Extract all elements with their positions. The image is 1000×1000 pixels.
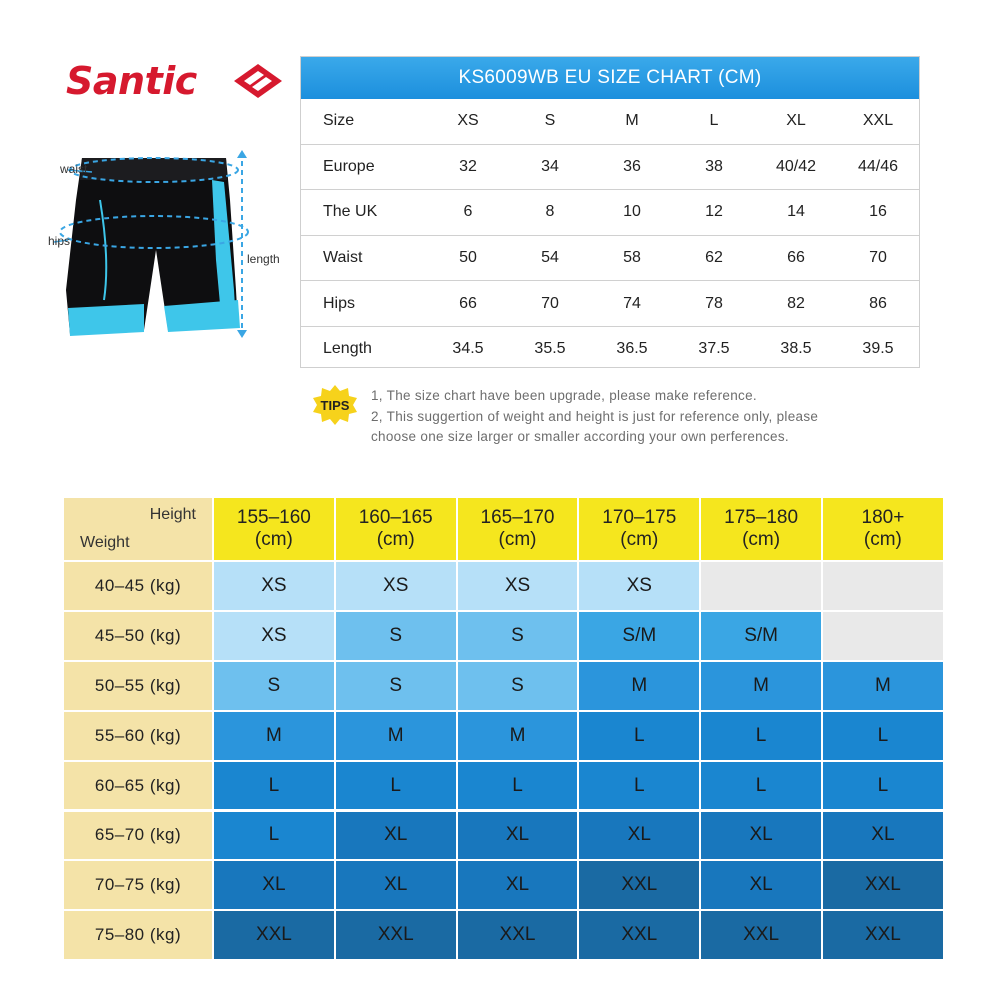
height-unit: (cm) bbox=[254, 529, 293, 550]
size-cell: XXL bbox=[579, 911, 699, 959]
size-cell bbox=[701, 562, 821, 610]
size-cell: L bbox=[823, 712, 943, 760]
height-unit: (cm) bbox=[863, 529, 902, 550]
eu-cell: 78 bbox=[673, 281, 755, 327]
santic-emblem-icon bbox=[232, 62, 284, 100]
eu-row-label: Hips bbox=[301, 281, 427, 327]
size-cell bbox=[823, 562, 943, 610]
weight-label: 70–75 (kg) bbox=[64, 861, 212, 909]
size-cell: XL bbox=[823, 812, 943, 860]
eu-row-label: Europe bbox=[301, 144, 427, 190]
eu-row bbox=[301, 326, 919, 371]
eu-cell: 12 bbox=[673, 190, 755, 236]
size-cell: S bbox=[336, 612, 456, 660]
size-cell: L bbox=[579, 762, 699, 810]
height-header bbox=[823, 498, 943, 560]
height-header bbox=[579, 498, 699, 560]
size-cell: M bbox=[579, 662, 699, 710]
size-cell bbox=[823, 612, 943, 660]
eu-cell: 34.5 bbox=[427, 326, 509, 371]
height-range: 180+ bbox=[861, 507, 905, 528]
height-range: 170–175 bbox=[602, 507, 677, 528]
size-cell: XL bbox=[214, 861, 334, 909]
tips-badge-label: TIPS bbox=[320, 398, 350, 413]
eu-cell: 86 bbox=[837, 281, 919, 327]
weight-label: 45–50 (kg) bbox=[64, 612, 212, 660]
size-cell: XS bbox=[336, 562, 456, 610]
size-cell: S bbox=[458, 612, 578, 660]
size-cell: L bbox=[701, 712, 821, 760]
eu-cell: 50 bbox=[427, 235, 509, 281]
size-cell: XL bbox=[701, 861, 821, 909]
eu-row-label: Length bbox=[301, 326, 427, 371]
tip-line: choose one size larger or smaller according your own perferences. bbox=[371, 429, 789, 444]
height-header bbox=[214, 498, 334, 560]
size-cell: S bbox=[336, 662, 456, 710]
size-cell: L bbox=[458, 762, 578, 810]
eu-row bbox=[301, 190, 919, 236]
eu-cell: 66 bbox=[427, 281, 509, 327]
weight-label: 55–60 (kg) bbox=[64, 712, 212, 760]
eu-chart-title: KS6009WB EU SIZE CHART (CM) bbox=[301, 57, 919, 99]
length-label: length bbox=[247, 252, 280, 266]
size-cell: XS bbox=[458, 562, 578, 610]
height-range: 165–170 bbox=[480, 507, 555, 528]
eu-cell: L bbox=[709, 112, 719, 130]
eu-cell: 40/42 bbox=[755, 144, 837, 190]
eu-cell: 54 bbox=[509, 235, 591, 281]
eu-cell: 82 bbox=[755, 281, 837, 327]
corner-header bbox=[64, 498, 212, 560]
size-cell: L bbox=[579, 712, 699, 760]
size-cell: S bbox=[458, 662, 578, 710]
size-cell: M bbox=[823, 662, 943, 710]
eu-row bbox=[301, 99, 919, 144]
eu-cell: 74 bbox=[591, 281, 673, 327]
size-cell: XL bbox=[336, 812, 456, 860]
waist-label: waist bbox=[60, 162, 88, 176]
size-cell: L bbox=[214, 762, 334, 810]
size-cell: XL bbox=[458, 861, 578, 909]
size-cell: XL bbox=[579, 812, 699, 860]
size-cell: M bbox=[701, 662, 821, 710]
eu-cell: 32 bbox=[427, 144, 509, 190]
size-cell: S/M bbox=[579, 612, 699, 660]
shorts-illustration bbox=[40, 140, 300, 380]
weight-axis-label: Weight bbox=[80, 534, 130, 551]
eu-cell: 44/46 bbox=[837, 144, 919, 190]
size-cell: XXL bbox=[701, 911, 821, 959]
eu-cell: 38.5 bbox=[755, 326, 837, 371]
weight-label: 50–55 (kg) bbox=[64, 662, 212, 710]
eu-size-chart bbox=[300, 56, 920, 368]
eu-cell: 70 bbox=[509, 281, 591, 327]
eu-cell: 6 bbox=[427, 190, 509, 236]
size-cell: L bbox=[214, 812, 334, 860]
logo-wordmark: Santic bbox=[66, 59, 197, 103]
eu-cell: 58 bbox=[591, 235, 673, 281]
size-cell: XS bbox=[214, 562, 334, 610]
height-unit: (cm) bbox=[376, 529, 415, 550]
size-cell: S bbox=[214, 662, 334, 710]
eu-cell: S bbox=[544, 112, 556, 130]
eu-row-label: The UK bbox=[301, 190, 427, 236]
eu-cell: 36.5 bbox=[591, 326, 673, 371]
eu-row-label: Waist bbox=[301, 235, 427, 281]
height-unit: (cm) bbox=[742, 529, 781, 550]
size-cell: M bbox=[214, 712, 334, 760]
size-cell: XXL bbox=[214, 911, 334, 959]
height-range: 155–160 bbox=[236, 507, 311, 528]
eu-cell: 39.5 bbox=[837, 326, 919, 371]
eu-row bbox=[301, 144, 919, 190]
weight-label: 60–65 (kg) bbox=[64, 762, 212, 810]
eu-cell: 66 bbox=[755, 235, 837, 281]
tips-badge-icon bbox=[311, 384, 359, 426]
size-cell: L bbox=[701, 762, 821, 810]
size-cell: XXL bbox=[458, 911, 578, 959]
eu-row-label: Size bbox=[323, 112, 355, 130]
eu-cell: 34 bbox=[509, 144, 591, 190]
eu-cell: 62 bbox=[673, 235, 755, 281]
eu-cell: 35.5 bbox=[509, 326, 591, 371]
eu-cell: XL bbox=[786, 112, 806, 130]
height-header bbox=[458, 498, 578, 560]
size-cell: XS bbox=[214, 612, 334, 660]
eu-cell: 16 bbox=[837, 190, 919, 236]
size-cell: XXL bbox=[579, 861, 699, 909]
tip-line: 2, This suggertion of weight and height is just for reference only, please bbox=[371, 408, 819, 424]
height-axis-label: Height bbox=[149, 506, 196, 523]
eu-size-table bbox=[301, 99, 919, 372]
eu-row bbox=[301, 235, 919, 281]
height-header bbox=[336, 498, 456, 560]
eu-cell: 70 bbox=[837, 235, 919, 281]
tips-text bbox=[371, 386, 818, 448]
size-cell: S/M bbox=[701, 612, 821, 660]
size-cell: XXL bbox=[823, 911, 943, 959]
tip-line: 1, The size chart have been upgrade, please make reference. bbox=[371, 388, 757, 403]
eu-cell: XXL bbox=[862, 112, 894, 130]
eu-cell: 8 bbox=[509, 190, 591, 236]
eu-cell: 37.5 bbox=[673, 326, 755, 371]
height-header bbox=[701, 498, 821, 560]
height-unit: (cm) bbox=[498, 529, 537, 550]
size-cell: L bbox=[336, 762, 456, 810]
size-cell: XL bbox=[701, 812, 821, 860]
eu-cell: XS bbox=[457, 112, 479, 130]
weight-label: 40–45 (kg) bbox=[64, 562, 212, 610]
weight-label: 65–70 (kg) bbox=[64, 812, 212, 860]
size-cell: M bbox=[336, 712, 456, 760]
size-cell: XXL bbox=[823, 861, 943, 909]
size-cell: XL bbox=[458, 812, 578, 860]
height-range: 175–180 bbox=[724, 507, 799, 528]
eu-row bbox=[301, 281, 919, 327]
eu-cell: 10 bbox=[591, 190, 673, 236]
size-cell: M bbox=[458, 712, 578, 760]
weight-label: 75–80 (kg) bbox=[64, 911, 212, 959]
size-cell: L bbox=[823, 762, 943, 810]
eu-cell: M bbox=[625, 112, 639, 130]
hips-label: hips bbox=[48, 234, 71, 248]
size-cell: XS bbox=[579, 562, 699, 610]
santic-logo bbox=[66, 58, 286, 104]
size-cell: XL bbox=[336, 861, 456, 909]
eu-cell: 36 bbox=[591, 144, 673, 190]
eu-cell: 38 bbox=[673, 144, 755, 190]
eu-cell: 14 bbox=[755, 190, 837, 236]
height-unit: (cm) bbox=[620, 529, 659, 550]
height-range: 160–165 bbox=[358, 507, 433, 528]
size-cell: XXL bbox=[336, 911, 456, 959]
height-weight-size-chart bbox=[64, 498, 931, 946]
